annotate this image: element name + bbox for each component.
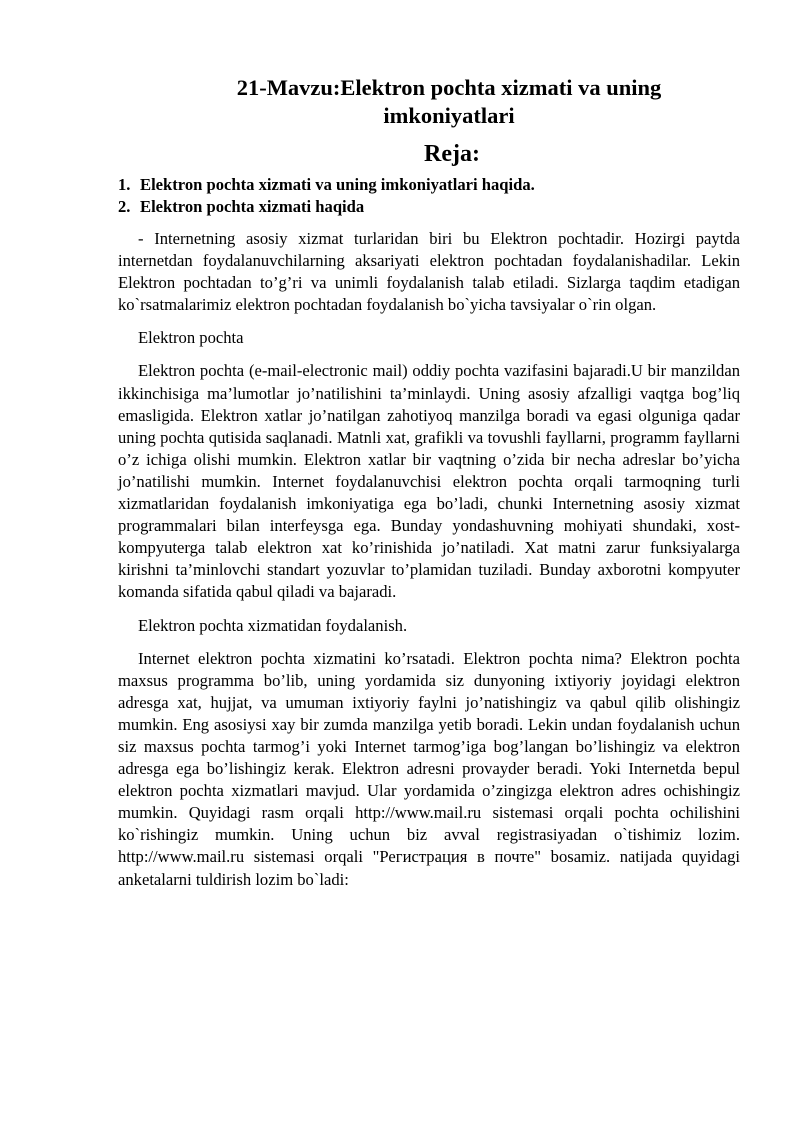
intro-paragraph: - Internetning asosiy xizmat turlaridan biri bu Elektron pochtadir. Hozirgi paytda internetdan foydalanuvchilarning aksariyati elektron pochtadan foydalanishadilar. Lekin Elektron pochtadan to’g’ri va unimli foydalanish talab etiladi. Sizlarga taqdim etadigan ko`rsatmalarimiz elektron pochtadan foydalanish bo`yicha tavsiyalar o`rin olgan. <box>118 229 740 315</box>
plan-item-number: 2. <box>118 197 131 216</box>
plan-heading: Reja: <box>424 141 480 167</box>
body-paragraph: Internet elektron pochta xizmatini ko’rsatadi. Elektron pochta nima? Elektron pochta maxsus programma bo’lib, uning yordamida siz dunyoning ixtiyoriy joyidagi elektron adresga xat, hujjat, va umuman ixtiyoriy faylni jo’natishingiz va qabul qilib olishingiz mumkin. Eng asosiysi xay bir zumda manzilga yetib boradi. Lekin undan foydalanish uchun siz maxsus pochta tarmog’i yoki Internet tarmog’iga bog’langan bo’lishingiz va elektron adresga ega bo’lishingiz kerak. Elektron adresni provayder beradi. Yoki Internetda bepul elektron pochta xizmatlari mavjud. Ular yordamida o’zingizga elektron adres ochishingiz mumkin. Quyidagi rasm orqali http://www.mail.ru sistemasi orqali pochta ochilishini ko`rishingiz mumkin. Uning uchun biz avval registrasiyadan o`tishimiz lozim. http://www.mail.ru sistemasi orqali "Регистрация в почте" bosamiz. natijada quyidagi anketalarni tuldirish lozim bo`ladi: <box>118 648 740 889</box>
page-title <box>118 74 740 130</box>
section-subheading: Elektron pochta xizmatidan foydalanish. <box>138 615 408 635</box>
title-line-1: 21-Mavzu:Elektron pochta xizmati va uning <box>236 75 662 100</box>
plan-item-text: Elektron pochta xizmati va uning imkoniyatlari haqida. <box>140 175 535 194</box>
plan-item <box>118 196 740 218</box>
plan-item-text: Elektron pochta xizmati haqida <box>140 197 365 216</box>
body-paragraph: Elektron pochta (e-mail-electronic mail) oddiy pochta vazifasini bajaradi.U bir manzildan ikkinchisiga ma’lumotlar jo’natilishini ta’minlaydi. Uning asosiy afzalligi vaqtga bog’liq emasligida. Elektron xatlar jo’natilgan zahotiyoq manzilga boradi va egasi olguniga qadar uning pochta qutisida saqlanadi. Matnli xat, grafikli va tovushli fayllarni, programm fayllarni o’z ichiga olishi mumkin. Elektron xatlar bir vaqtning o’zida bir necha adreslar bo’yicha jo’natilishi mumkin. Internet foydalanuvchisi elektron pochta orqali tarmoqning turli xizmatlaridan foydalanish imkoniyatiga ega bo’ladi, chunki Internetning asosiy xizmat programmalari bilan interfeysga ega. Bunday yondashuvning mohiyati shundaki, xost-kompyuterga talab elektron xat ko’rinishida jo’natiladi. Xat matni zarur funksiyalarga kirishni ta’minlovchi standart yozuvlar to’plamidan tuziladi. Bunday axborotni kompyuter komanda sifatida qabul qiladi va bajaradi. <box>118 361 740 602</box>
title-line-2: imkoniyatlari <box>383 103 515 128</box>
plan-list <box>118 174 740 218</box>
plan-item <box>118 174 740 196</box>
plan-item-number: 1. <box>118 175 131 194</box>
section-subheading: Elektron pochta <box>138 328 244 348</box>
document-page <box>118 74 740 902</box>
